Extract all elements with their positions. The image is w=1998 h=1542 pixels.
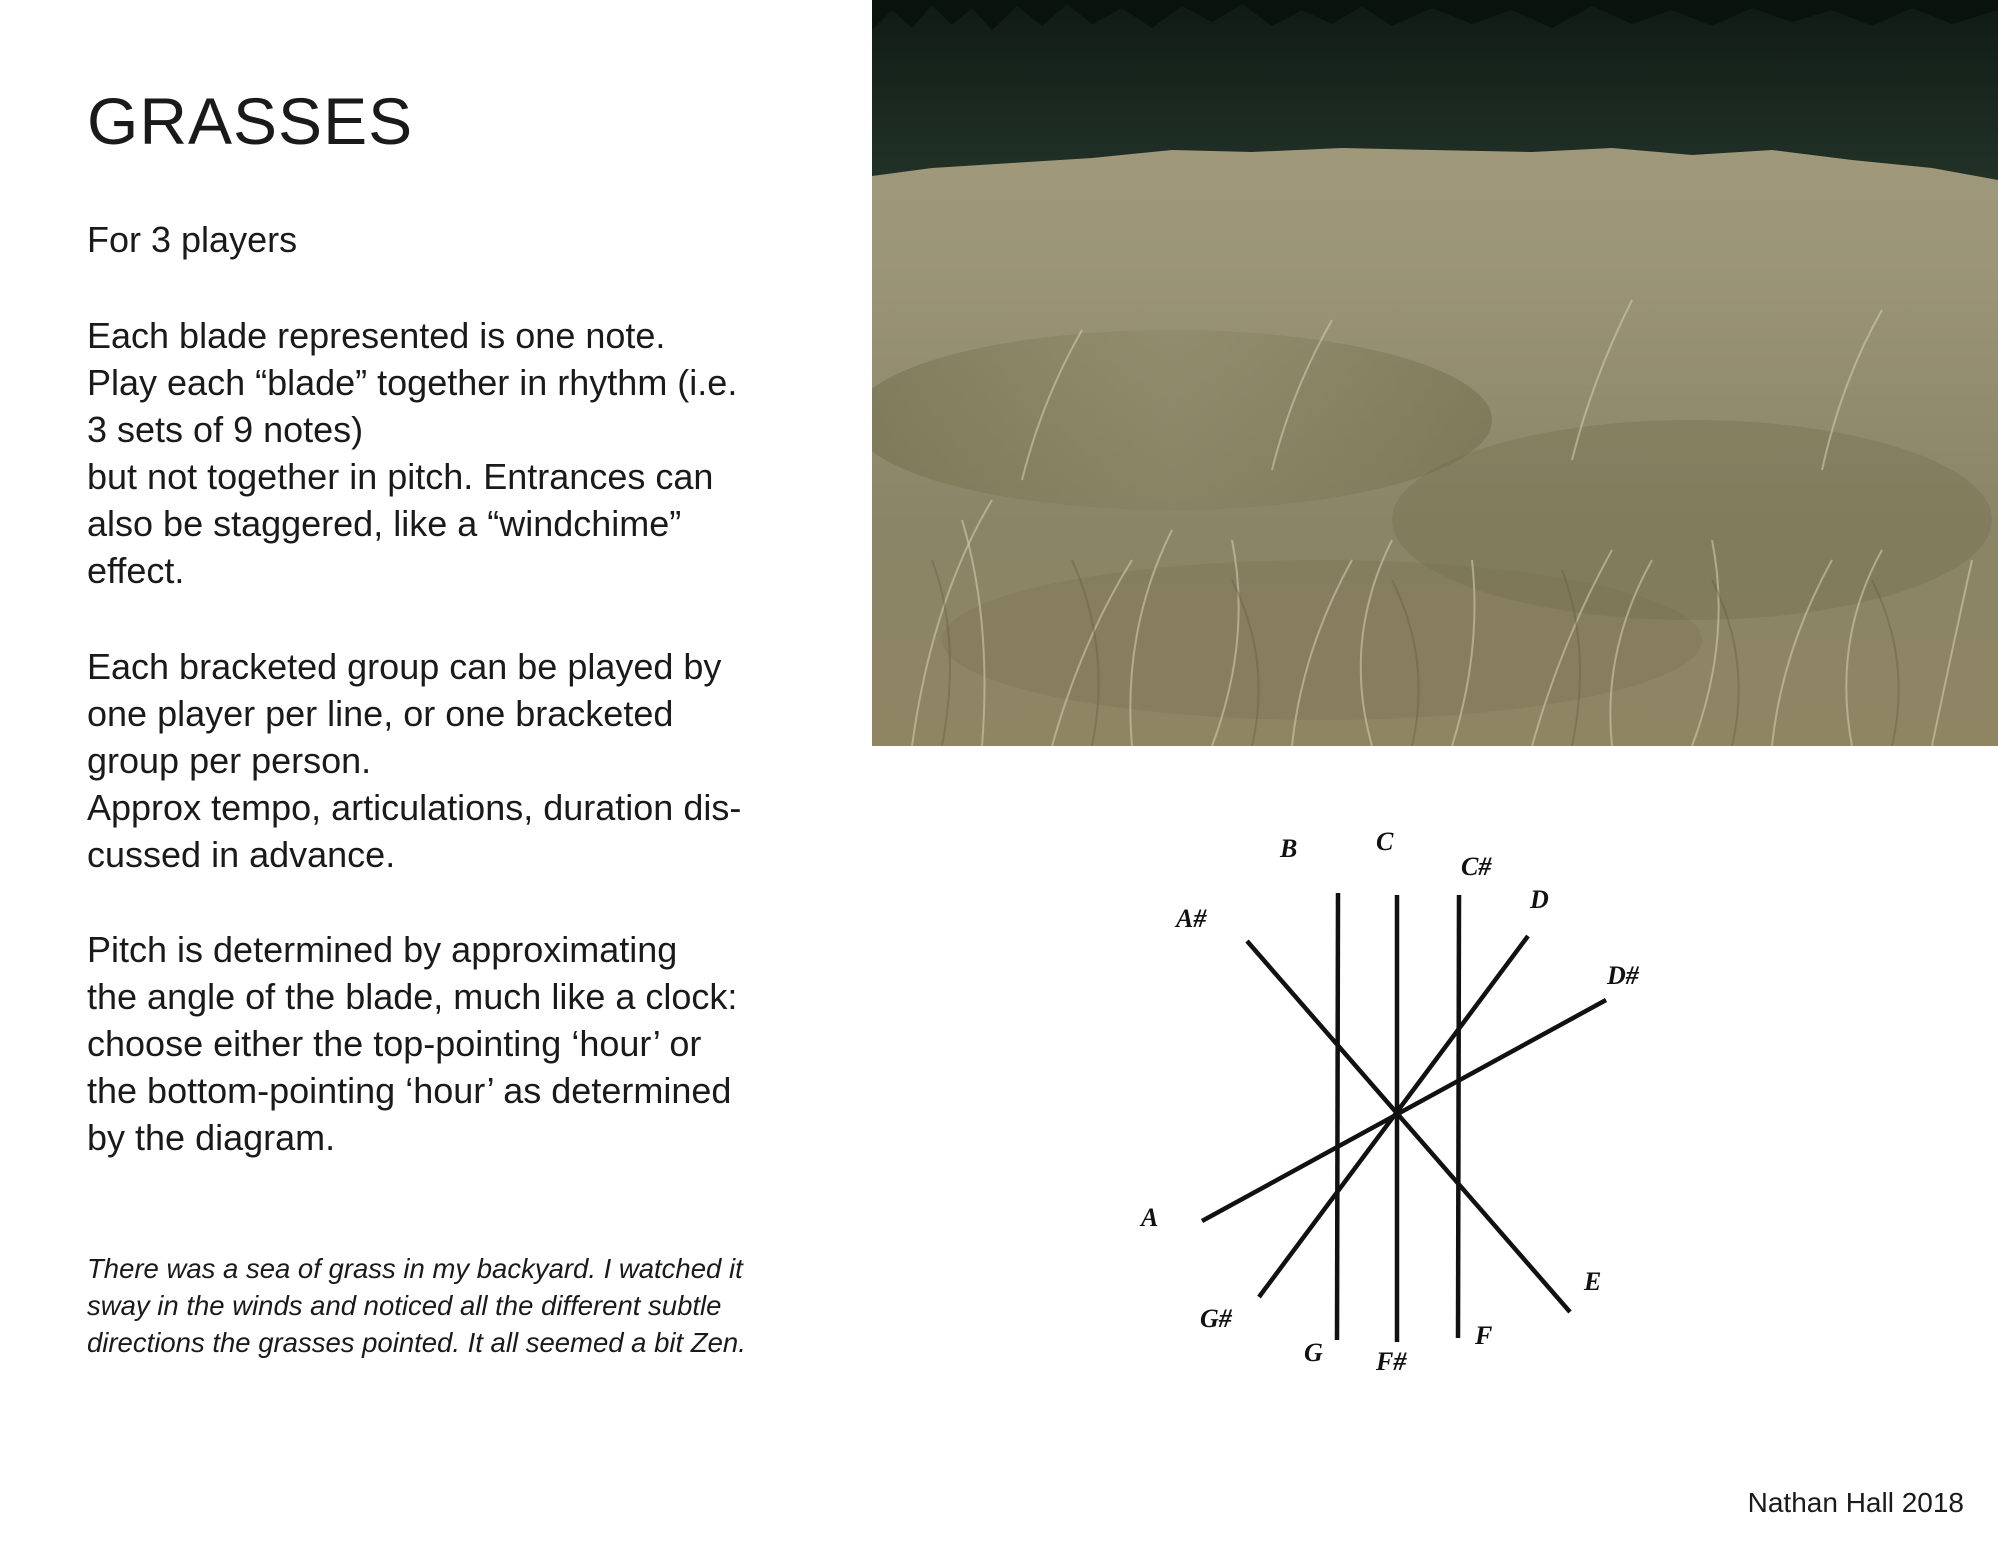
blade-line-d-sharp-a [1202, 1000, 1606, 1221]
note-label-c: C [1376, 827, 1394, 856]
paragraph-line: Each blade represented is one note. [87, 315, 666, 356]
note-label-c-sharp: C# [1461, 852, 1492, 881]
paragraph-line: by the diagram. [87, 1117, 336, 1158]
note-label-d-sharp: D# [1607, 961, 1639, 990]
note-label-b: B [1280, 834, 1298, 863]
note-label-f-sharp: F# [1376, 1347, 1407, 1376]
paragraph-line: Play each “blade” together in rhythm (i.e. [87, 362, 738, 403]
blade-line-b-g [1337, 893, 1338, 1340]
paragraph-line: Pitch is determined by approximating [87, 929, 678, 970]
note-label-a-sharp: A# [1176, 904, 1207, 933]
paragraph-line: the angle of the blade, much like a clock: [87, 976, 738, 1017]
paragraph-line: cussed in advance. [87, 834, 396, 875]
blade-lines [1202, 893, 1606, 1342]
paragraph-line: one player per line, or one bracketed [87, 693, 674, 734]
artist-quote [87, 1250, 867, 1361]
paragraph-line: For 3 players [87, 219, 298, 260]
pitch-instructions-paragraph [87, 926, 837, 1161]
note-label-g-sharp: G# [1200, 1304, 1232, 1333]
note-label-a: A [1141, 1203, 1159, 1232]
blade-line-d-g-sharp [1259, 936, 1528, 1297]
note-labels [1139, 827, 1640, 1376]
group-instructions-paragraph [87, 643, 837, 878]
note-label-e: E [1584, 1267, 1602, 1296]
paragraph-line: choose either the top-pointing ‘hour’ or [87, 1023, 702, 1064]
grass-field-photo [872, 0, 1998, 746]
note-label-g: G [1304, 1338, 1323, 1367]
quote-line: directions the grasses pointed. It all seemed a bit Zen. [87, 1327, 746, 1358]
note-label-d: D [1530, 885, 1549, 914]
blade-line-c-sharp-f [1458, 895, 1459, 1338]
paragraph-line: but not together in pitch. Entrances can [87, 456, 714, 497]
paragraph-line: Approx tempo, articulations, duration dis- [87, 787, 742, 828]
blade-line-a-sharp-e [1247, 941, 1570, 1312]
paragraph-line: also be staggered, like a “windchime” [87, 503, 682, 544]
paragraph-line: 3 sets of 9 notes) [87, 409, 364, 450]
author-credit: Nathan Hall 2018 [1747, 1487, 1964, 1518]
paragraph-line: effect. [87, 550, 185, 591]
note-label-f: F [1475, 1321, 1493, 1350]
page-title: GRASSES [87, 84, 414, 158]
players-paragraph [87, 216, 837, 263]
paragraph-line: Each bracketed group can be played by [87, 646, 722, 687]
blade-instructions-paragraph [87, 312, 837, 594]
paragraph-line: the bottom-pointing ‘hour’ as determined [87, 1070, 732, 1111]
quote-line: There was a sea of grass in my backyard. I watched it [87, 1253, 743, 1284]
quote-line: sway in the winds and noticed all the different subtle [87, 1290, 722, 1321]
paragraph-line: group per person. [87, 740, 372, 781]
